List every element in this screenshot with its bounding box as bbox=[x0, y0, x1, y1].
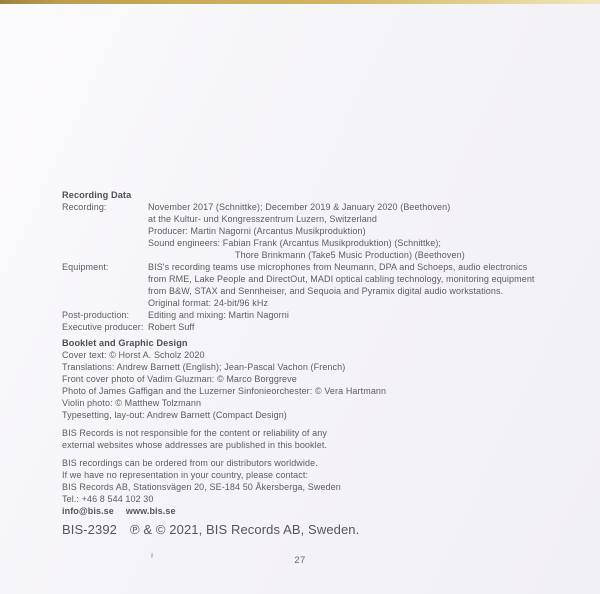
text-line: from RME, Lake People and DirectOut, MADI optical cabling technology, monitoring equipment bbox=[148, 274, 535, 284]
text-line: Translations: Andrew Barnett (English); Jean-Pascal Vachon (French) bbox=[62, 362, 346, 372]
credit-label: Executive producer: bbox=[62, 322, 144, 332]
credits-content bbox=[62, 189, 564, 538]
credit-label: Equipment: bbox=[62, 262, 109, 272]
recording-data-heading: Recording Data bbox=[62, 190, 132, 200]
text-line: BIS Records AB, Stationsvägen 20, SE-184 50 Åkersberga, Sweden bbox=[62, 482, 341, 492]
credit-row-recording bbox=[62, 201, 564, 261]
contact-line bbox=[62, 505, 564, 517]
text-line: BIS's recording teams use microphones from Neumann, DPA and Schoeps, audio electronics bbox=[148, 262, 528, 272]
text-line: from B&W, STAX and Sennheiser, and Sequoia and Pyramix digital audio workstations. bbox=[148, 286, 504, 296]
credit-value bbox=[148, 309, 564, 321]
text-line: Producer: Martin Nagorni (Arcantus Musikproduktion) bbox=[148, 226, 366, 236]
text-line: Front cover photo of Vadim Gluzman: © Marco Borggreve bbox=[62, 374, 297, 384]
website-text: www.bis.se bbox=[125, 506, 176, 516]
credit-value bbox=[148, 201, 564, 261]
credit-label: Post-production: bbox=[62, 310, 130, 320]
rights-statement: ℗ & © 2021, BIS Records AB, Sweden. bbox=[130, 522, 360, 537]
credit-label: Recording: bbox=[62, 202, 107, 212]
text-line: external websites whose addresses are published in this booklet. bbox=[62, 440, 328, 450]
credit-value bbox=[148, 261, 564, 309]
email-text: info@bis.se bbox=[62, 506, 114, 516]
text-line: BIS Records is not responsible for the content or reliability of any bbox=[62, 428, 327, 438]
text-line: Tel.: +46 8 544 102 30 bbox=[62, 494, 154, 504]
text-line: Robert Suff bbox=[148, 322, 195, 332]
catalog-line bbox=[62, 522, 564, 538]
text-line: Sound engineers: Fabian Frank (Arcantus Musikproduktion) (Schnittke); bbox=[148, 238, 442, 248]
text-line: Cover text: © Horst A. Scholz 2020 bbox=[62, 350, 205, 360]
text-line: at the Kultur- und Kongresszentrum Luzern, Switzerland bbox=[148, 214, 378, 224]
text-line: BIS recordings can be ordered from our distributors worldwide. bbox=[62, 458, 318, 468]
text-line: Typesetting, lay-out: Andrew Barnett (Compact Design) bbox=[62, 410, 287, 420]
page-number: 27 bbox=[294, 555, 306, 566]
text-line: If we have no representation in your country, please contact: bbox=[62, 470, 309, 480]
credit-row-executive-producer bbox=[62, 321, 564, 333]
disclaimer-paragraph bbox=[62, 427, 564, 451]
text-line: Editing and mixing: Martin Nagorni bbox=[148, 310, 289, 320]
booklet-design-lines bbox=[62, 349, 564, 421]
credit-row-equipment bbox=[62, 261, 564, 309]
catalog-number: BIS-2392 bbox=[62, 522, 118, 537]
text-line: November 2017 (Schnittke); December 2019 & January 2020 (Beethoven) bbox=[148, 202, 451, 212]
text-line: Photo of James Gaffigan and the Luzerner Sinfonieorchester: © Vera Hartmann bbox=[62, 386, 387, 396]
credit-row-post-production bbox=[62, 309, 564, 321]
gilded-page-edge bbox=[0, 0, 600, 4]
text-line: Violin photo: © Matthew Tolzmann bbox=[62, 398, 202, 408]
text-line: Original format: 24-bit/96 kHz bbox=[148, 298, 269, 308]
ordering-paragraph bbox=[62, 457, 564, 505]
credit-value bbox=[148, 321, 564, 333]
text-line: Thore Brinkmann (Take5 Music Production) (Beethoven) bbox=[235, 250, 465, 260]
booklet-design-heading: Booklet and Graphic Design bbox=[62, 338, 188, 348]
